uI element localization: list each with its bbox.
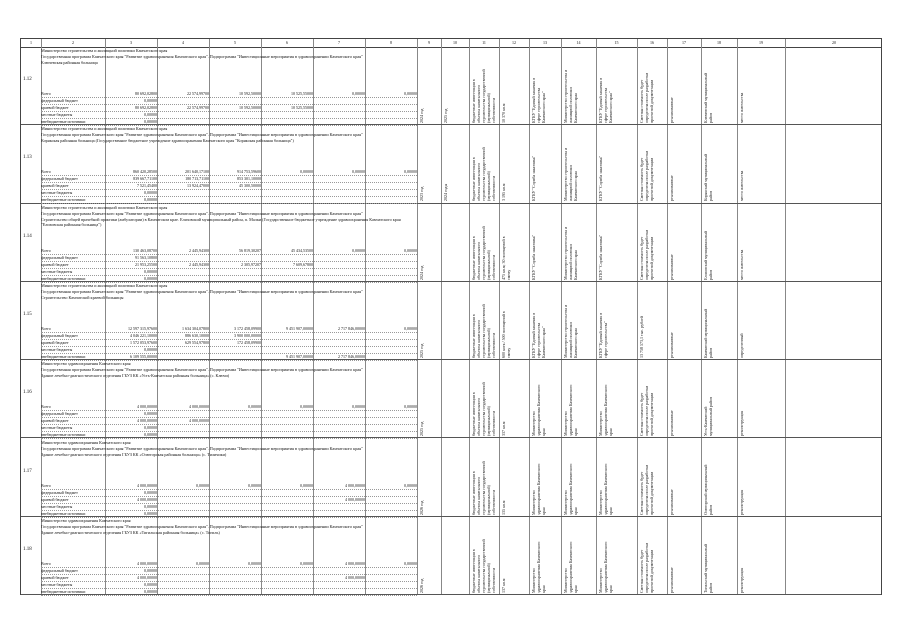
cell-cost: Сметная стоимость будет определена после разработки проектной документации bbox=[639, 229, 654, 280]
cell-grbs: Министерство здравоохранения Камчатского края bbox=[563, 541, 578, 593]
finance-value: 10 525,55000 bbox=[291, 91, 313, 96]
program-label: Государственная программа Камчатского края "Развитие здравоохранения Камчатского края". Подпрограмма "Инвестиционные мероприятия в здравоохранении Камчатского края" bbox=[41, 367, 363, 373]
finance-line-label: местные бюджеты bbox=[41, 425, 73, 431]
cell-note: реконструкция bbox=[739, 489, 744, 515]
finance-line-label: краевой бюджет bbox=[41, 574, 69, 580]
finance-value: 9 451 907,00000 bbox=[286, 353, 313, 359]
cell-grbs: Министерство здравоохранения Камчатского края bbox=[563, 463, 578, 515]
cell-res: реализованные bbox=[669, 253, 674, 280]
finance-value: 0,00000 bbox=[300, 169, 313, 175]
cell-year2 bbox=[443, 539, 467, 593]
program-label: Государственная программа Камчатского края "Развитие здравоохранения Камчатского края". Подпрограмма "Инвестиционные мероприятия в здравоохранении Камчатского края" bbox=[41, 288, 363, 294]
finance-line bbox=[41, 98, 417, 105]
finance-line-label: краевой бюджет bbox=[41, 496, 69, 502]
column-number: 12 bbox=[512, 40, 516, 45]
finance-value: 0,00000 bbox=[144, 588, 157, 594]
program-label: Государственная программа Камчатского края "Развитие здравоохранения Камчатского края". Подпрограмма "Инвестиционные мероприятия в здравоохранении Камчатского края" bbox=[41, 445, 363, 451]
finance-value: 3 900 000,00000 bbox=[234, 332, 261, 338]
finance-line-label: федеральный бюджет bbox=[41, 411, 78, 417]
finance-value: 4 046 221,10000 bbox=[130, 332, 157, 338]
column-number: 20 bbox=[832, 40, 836, 45]
object-name: Строительство общей врачебной практики (амбулатории) в Камчатском крае. Елизовский муниципальный район, п. Малки (Государственное бюджетное учреждение здравоохранения Камчатского края "Елизовская районная больница") bbox=[41, 216, 401, 227]
cell-year2 bbox=[443, 382, 467, 436]
cell-developer: Министерство здравоохранения Камчатского края bbox=[598, 541, 613, 593]
finance-value: 45 434,53500 bbox=[291, 247, 313, 253]
finance-value: 10 592,50000 bbox=[239, 91, 261, 96]
cell-year1: 2025 год bbox=[419, 421, 424, 437]
finance-line bbox=[41, 183, 417, 190]
finance-value: 0,00000 bbox=[196, 482, 209, 488]
cell-customer: Министерство здравоохранения Камчатского края bbox=[531, 463, 546, 515]
finance-value: 0,00000 bbox=[352, 404, 365, 410]
cell-note: реконструкция bbox=[739, 410, 744, 437]
finance-line-label: федеральный бюджет bbox=[41, 176, 78, 182]
finance-lines bbox=[41, 326, 417, 361]
column-number: 3 bbox=[130, 40, 132, 45]
finance-value: 1 634 304,07800 bbox=[182, 325, 209, 331]
finance-line-label: федеральный бюджет bbox=[41, 489, 78, 495]
cell-district: Усть-Камчатский муниципальный район bbox=[703, 397, 713, 437]
row-number: 1.12 bbox=[23, 77, 32, 82]
finance-lines bbox=[41, 248, 417, 283]
finance-value: 4 000,00000 bbox=[137, 404, 157, 410]
finance-line bbox=[41, 497, 417, 504]
finance-value: 22 574,99700 bbox=[187, 91, 209, 96]
ministry-label: Министерство строительства и жилищной политики Камчатского края bbox=[41, 204, 168, 210]
column-number: 18 bbox=[717, 40, 721, 45]
finance-line-label: Всего bbox=[41, 560, 51, 566]
cell-power: 600 коек / 500 посещений в смену bbox=[501, 311, 511, 358]
cell-cost: Сметная стоимость будет определена после разработки проектной документации bbox=[639, 151, 654, 202]
finance-lines bbox=[41, 169, 417, 204]
cell-district: Камчатский муниципальный район bbox=[703, 308, 713, 358]
finance-value: 0,00000 bbox=[248, 404, 261, 410]
finance-line-label: краевой бюджет bbox=[41, 105, 69, 110]
object-name: Здание лечебно-диагностического отделения ГБУЗ КК «Усть-Камчатская районная больница» (с. Ключи) bbox=[41, 373, 230, 379]
finance-value: 0,00000 bbox=[196, 560, 209, 566]
finance-value: 4 000,00000 bbox=[137, 418, 157, 424]
object-name: Ключевская районная больница bbox=[41, 60, 98, 65]
finance-line bbox=[41, 91, 417, 98]
cell-customer: Министерство здравоохранения Камчатского края bbox=[531, 541, 546, 593]
table-row bbox=[21, 517, 881, 595]
cell-cost: Сметная стоимость будет определена после разработки проектной документации bbox=[639, 464, 654, 515]
cell-res: реализованные bbox=[669, 175, 674, 202]
finance-value: 853 301,10000 bbox=[237, 176, 261, 182]
cell-year1: 2026 год bbox=[419, 578, 424, 593]
finance-value: 0,00000 bbox=[404, 169, 417, 175]
finance-value: 0,00000 bbox=[144, 411, 157, 417]
finance-value: 0,00000 bbox=[144, 119, 157, 124]
finance-line bbox=[41, 418, 417, 425]
finance-value: 0,00000 bbox=[404, 325, 417, 331]
finance-value: 0,00000 bbox=[144, 197, 157, 203]
ministry-label: Министерство здравоохранения Камчатского края bbox=[41, 439, 131, 445]
cell-year2 bbox=[443, 226, 467, 280]
row-number: 1.14 bbox=[23, 233, 32, 239]
finance-lines bbox=[41, 404, 417, 439]
object-name: Здание лечебно-диагностического отделения ГБУЗ КК «Олюторская районная больница» (с. Тиличики) bbox=[41, 451, 227, 457]
row-number: 1.17 bbox=[23, 468, 32, 474]
finance-line bbox=[41, 490, 417, 497]
row-number: 1.16 bbox=[23, 390, 32, 396]
table-row bbox=[21, 204, 881, 282]
column-number: 15 bbox=[614, 40, 619, 45]
finance-value: 10 525,55000 bbox=[291, 105, 313, 110]
cell-district: Елизовский муниципальный район bbox=[703, 230, 713, 280]
finance-line bbox=[41, 340, 417, 347]
finance-line bbox=[41, 262, 417, 269]
finance-value: 0,00000 bbox=[404, 247, 417, 253]
finance-line-label: внебюджетные источники bbox=[41, 588, 86, 594]
column-number: 6 bbox=[286, 40, 288, 45]
finance-line bbox=[41, 575, 417, 582]
cell-year2 bbox=[443, 461, 467, 515]
cell-cost: Сметная стоимость будет определена после разработки проектной документации bbox=[639, 72, 654, 123]
ministry-label: Министерство здравоохранения Камчатского края bbox=[41, 517, 131, 523]
finance-line-label: местные бюджеты bbox=[41, 268, 73, 274]
cell-power: 137 кв.м bbox=[501, 578, 506, 593]
finance-value: 2 445,94300 bbox=[189, 247, 209, 253]
column-number: 17 bbox=[682, 40, 686, 45]
object-name: Корякская районная больница (Государственное бюджетное учреждение здравоохранения Камчатского края "Корякская районная больница") bbox=[41, 138, 294, 144]
table-row bbox=[21, 125, 881, 203]
table-row bbox=[21, 360, 881, 438]
finance-line-label: внебюджетные источники bbox=[41, 510, 86, 516]
finance-value: 0,00000 bbox=[404, 560, 417, 566]
cell-developer: КГКУ "Служба заказчика" bbox=[598, 234, 603, 280]
cell-purpose: бюджетные инвестиции в объекты капитального строительства государственной (муниципальной) собственности bbox=[471, 69, 496, 123]
cell-district: Корякский муниципальный район bbox=[703, 154, 713, 202]
finance-value: 9 451 907,00000 bbox=[286, 325, 313, 331]
finance-value: 914 753,59600 bbox=[237, 169, 261, 175]
cell-district: Олюторский муниципальный район bbox=[703, 464, 713, 515]
finance-line bbox=[41, 561, 417, 568]
cell-customer: Министерство здравоохранения Камчатского края bbox=[531, 384, 546, 437]
table-row bbox=[21, 439, 881, 517]
cell-developer: Министерство здравоохранения Камчатского края bbox=[598, 384, 613, 437]
cell-purpose: бюджетные инвестиции в объекты капитального строительства государственной (муниципальной) собственности bbox=[471, 460, 496, 515]
ministry-label: Министерство здравоохранения Камчатского края bbox=[41, 361, 131, 367]
object-name: Строительство Камчатской краевой больницы bbox=[41, 294, 124, 300]
finance-value: 0,00000 bbox=[352, 169, 365, 175]
finance-value: 0,00000 bbox=[144, 425, 157, 431]
finance-line-label: местные бюджеты bbox=[41, 346, 73, 352]
finance-line bbox=[41, 568, 417, 575]
finance-line-label: Всего bbox=[41, 91, 51, 96]
column-number: 5 bbox=[234, 40, 236, 45]
row-number: 1.13 bbox=[23, 155, 32, 161]
column-number: 2 bbox=[72, 40, 74, 45]
finance-line-label: федеральный бюджет bbox=[41, 332, 78, 338]
finance-value: 886 630,10000 bbox=[185, 332, 209, 338]
finance-value: 0,00000 bbox=[144, 489, 157, 495]
finance-line-label: Всего bbox=[41, 169, 51, 175]
finance-line-label: федеральный бюджет bbox=[41, 567, 78, 573]
finance-value: 4 000,00000 bbox=[345, 482, 365, 488]
finance-value: 3 172 458,09900 bbox=[234, 325, 261, 331]
cell-purpose: бюджетные инвестиции в объекты капитального строительства государственной (муниципальной) собственности bbox=[471, 225, 496, 280]
finance-value: 4 000,00000 bbox=[137, 560, 157, 566]
finance-line bbox=[41, 176, 417, 183]
finance-line-label: внебюджетные источники bbox=[41, 432, 86, 438]
cell-grbs: Министерство строительства и жилищной политики Камчатского края bbox=[563, 70, 578, 123]
finance-line-label: краевой бюджет bbox=[41, 418, 69, 424]
finance-line-label: краевой бюджет bbox=[41, 339, 69, 345]
program-label: Государственная программа Камчатского края "Развитие здравоохранения Камчатского края". Подпрограмма "Инвестиционные мероприятия в здравоохранении Камчатского края" bbox=[41, 210, 363, 216]
finance-value: 4 000,00000 bbox=[189, 404, 209, 410]
finance-value: 0,00000 bbox=[144, 503, 157, 509]
column-number: 19 bbox=[759, 40, 763, 45]
finance-value: 0,00000 bbox=[300, 560, 313, 566]
row-number: 1.18 bbox=[23, 546, 32, 552]
finance-value: 12 597 315,97600 bbox=[128, 325, 157, 331]
finance-value: 21 953,25500 bbox=[135, 261, 157, 267]
finance-value: 0,00000 bbox=[248, 560, 261, 566]
finance-value: 0,00000 bbox=[300, 482, 313, 488]
cell-customer: КГКУ "Служба заказчика" bbox=[531, 156, 536, 202]
cell-year1: 2026 год bbox=[419, 500, 424, 515]
finance-line-label: федеральный бюджет bbox=[41, 98, 78, 103]
finance-lines bbox=[41, 483, 417, 518]
column-number: 8 bbox=[390, 40, 392, 45]
finance-line bbox=[41, 105, 417, 112]
cell-note: место жительства bbox=[739, 171, 744, 202]
program-label: Государственная программа Камчатского края "Развитие здравоохранения Камчатского края". Подпрограмма "Инвестиционные мероприятия в здравоохранении Камчатского края" bbox=[41, 132, 363, 138]
finance-line-label: местные бюджеты bbox=[41, 581, 73, 587]
finance-value: 0,00000 bbox=[144, 98, 157, 103]
finance-value: 0,00000 bbox=[404, 482, 417, 488]
finance-value: 22 574,99700 bbox=[187, 105, 209, 110]
cell-grbs: Министерство строительства и жилищной политики Камчатского края bbox=[563, 148, 578, 202]
ministry-label: Министерство строительства и жилищной политики Камчатского края bbox=[41, 282, 168, 288]
cell-year2: 2025 год bbox=[443, 108, 448, 123]
finance-line-label: федеральный бюджет bbox=[41, 254, 78, 260]
finance-value: 0,00000 bbox=[404, 91, 417, 96]
finance-value: 172 458,09900 bbox=[237, 339, 261, 345]
cell-res: реализованные bbox=[669, 332, 674, 358]
cell-power: 3 195 кв.м bbox=[501, 183, 506, 202]
cell-note: реконструкция bbox=[739, 567, 744, 593]
finance-line-label: внебюджетные источники bbox=[41, 275, 86, 281]
finance-value: 0,00000 bbox=[352, 247, 365, 253]
finance-value: 4 000,00000 bbox=[189, 418, 209, 424]
finance-value: 0,00000 bbox=[248, 482, 261, 488]
finance-value: 0,00000 bbox=[144, 581, 157, 587]
finance-value: 80 692,02800 bbox=[135, 105, 157, 110]
finance-value: 91 563,10800 bbox=[135, 254, 157, 260]
cell-power: 135 кв.м bbox=[501, 500, 506, 515]
cell-developer: Министерство здравоохранения Камчатского края bbox=[598, 463, 613, 515]
cell-customer: КГКУ "Служба заказчика" bbox=[531, 234, 536, 280]
finance-value: 4 000,00000 bbox=[345, 574, 365, 580]
finance-value: 7 521,45400 bbox=[137, 183, 157, 189]
finance-line-label: краевой бюджет bbox=[41, 183, 69, 189]
cell-res: реализованные bbox=[669, 567, 674, 593]
cell-year2 bbox=[443, 304, 467, 358]
finance-line-label: внебюджетные источники bbox=[41, 197, 86, 203]
cell-developer: КГКУ "Единый заказчик в сфере строительства Камчатского края" bbox=[598, 77, 613, 123]
cell-note: место жительства bbox=[739, 92, 744, 123]
finance-line-label: Всего bbox=[41, 482, 51, 488]
cell-customer: КГКУ "Единый заказчик в сфере строительства Камчатского края" bbox=[531, 77, 546, 123]
finance-line bbox=[41, 190, 417, 197]
cell-res: реализованные bbox=[669, 488, 674, 515]
cell-year1: 2023 год bbox=[419, 186, 424, 202]
finance-value: 6 109 555,00000 bbox=[130, 353, 157, 359]
finance-value: 130 463,08700 bbox=[133, 247, 157, 253]
investment-table bbox=[20, 38, 882, 595]
cell-res: реализованные bbox=[669, 410, 674, 437]
column-number: 7 bbox=[338, 40, 340, 45]
finance-lines bbox=[41, 91, 417, 126]
cell-grbs: Министерство строительства и жилищной политики Камчатского края bbox=[563, 226, 578, 280]
finance-value: 839 667,71100 bbox=[133, 176, 157, 182]
finance-value: 80 692,02800 bbox=[135, 91, 157, 96]
finance-line-label: местные бюджеты bbox=[41, 112, 73, 117]
column-number: 9 bbox=[428, 40, 430, 45]
finance-line bbox=[41, 411, 417, 418]
finance-value: 0,00000 bbox=[144, 275, 157, 281]
column-number: 16 bbox=[650, 40, 654, 45]
finance-value: 4 000,00000 bbox=[137, 482, 157, 488]
cell-res: реализованные bbox=[669, 97, 674, 123]
finance-value: 0,00000 bbox=[404, 404, 417, 410]
finance-line bbox=[41, 269, 417, 276]
finance-value: 4 000,00000 bbox=[345, 496, 365, 502]
finance-value: 1 572 053,97600 bbox=[130, 339, 157, 345]
cell-note: место жительства bbox=[739, 249, 744, 280]
cell-purpose: бюджетные инвестиции в объекты капитального строительства государственной (муниципальной) собственности bbox=[471, 382, 496, 437]
finance-value: 0,00000 bbox=[144, 510, 157, 516]
cell-district: Тигильский муниципальный район bbox=[703, 543, 713, 593]
finance-value: 2 445,94300 bbox=[189, 261, 209, 267]
finance-value: 13 924,47000 bbox=[187, 183, 209, 189]
cell-year2: 2024 годы bbox=[443, 184, 448, 202]
ministry-label: Министерство строительства и жилищной политики Камчатского края bbox=[41, 126, 168, 132]
finance-line bbox=[41, 425, 417, 432]
finance-lines bbox=[41, 561, 417, 596]
cell-power: 475 кв.м; 30 посещений в смену bbox=[501, 236, 511, 280]
finance-line-label: местные бюджеты bbox=[41, 190, 73, 196]
finance-line bbox=[41, 255, 417, 262]
finance-value: 180 713,71100 bbox=[185, 176, 209, 182]
cell-purpose: бюджетные инвестиции в объекты капитального строительства государственной (муниципальной) собственности bbox=[471, 147, 496, 202]
table-row bbox=[21, 47, 881, 125]
finance-line-label: Всего bbox=[41, 247, 51, 253]
cell-year1: 2024 год bbox=[419, 108, 424, 123]
finance-line bbox=[41, 347, 417, 354]
column-number: 10 bbox=[453, 40, 457, 45]
finance-value: 0,00000 bbox=[144, 432, 157, 438]
finance-value: 0,00000 bbox=[144, 268, 157, 274]
cell-purpose: бюджетные инвестиции в объекты капитального строительства государственной (муниципальной) собственности bbox=[471, 539, 496, 593]
cell-purpose: бюджетные инвестиции в объекты капитального строительства государственной (муниципальной) собственности bbox=[471, 304, 496, 358]
cell-cost: Сметная стоимость будет определена после разработки проектной документации bbox=[639, 386, 654, 437]
cell-cost: 13 758 573,1 тыс. рублей bbox=[639, 315, 644, 358]
column-number: 4 bbox=[182, 40, 184, 45]
finance-value: 45 300,50000 bbox=[239, 183, 261, 189]
finance-value: 0,00000 bbox=[300, 404, 313, 410]
object-name: Здание лечебно-диагностического отделения ГБУЗ КК «Тигильская районная больница» (с. Тигиль) bbox=[41, 529, 220, 535]
row-number: 1.15 bbox=[23, 311, 32, 317]
finance-value: 4 000,00000 bbox=[345, 560, 365, 566]
finance-line bbox=[41, 504, 417, 511]
finance-line-label: внебюджетные источники bbox=[41, 353, 86, 359]
cell-note: определенный bbox=[739, 333, 744, 358]
finance-value: 201 640,17100 bbox=[185, 169, 209, 175]
cell-district: Ключевский муниципальный район bbox=[703, 73, 713, 123]
finance-line bbox=[41, 483, 417, 490]
cell-customer: КГКУ "Единый заказчик в сфере строительства Камчатского края" bbox=[531, 312, 546, 358]
finance-value: 56 819,30207 bbox=[239, 247, 261, 253]
finance-value: 2 717 846,00000 bbox=[338, 325, 365, 331]
column-number: 14 bbox=[576, 40, 581, 45]
cell-developer: КГКУ "Единый заказчик в сфере строительства" bbox=[598, 312, 608, 358]
program-label: Государственная программа Камчатского края "Развитие здравоохранения Камчатского края". Подпрограмма "Инвестиционные мероприятия в здравоохранении Камчатского края" bbox=[41, 54, 363, 59]
finance-line-label: краевой бюджет bbox=[41, 261, 69, 267]
finance-line bbox=[41, 589, 417, 596]
ministry-label: Министерство строительства и жилищной политики Камчатского края bbox=[41, 48, 168, 53]
finance-line bbox=[41, 404, 417, 411]
finance-line-label: местные бюджеты bbox=[41, 503, 73, 509]
finance-value: 7 609,67800 bbox=[293, 261, 313, 267]
finance-value: 2 717 846,00000 bbox=[338, 353, 365, 359]
finance-line-label: Всего bbox=[41, 325, 51, 331]
finance-line bbox=[41, 169, 417, 176]
program-label: Государственная программа Камчатского края "Развитие здравоохранения Камчатского края". Подпрограмма "Инвестиционные мероприятия в здравоохранении Камчатского края" bbox=[41, 523, 363, 529]
finance-value: 4 000,00000 bbox=[137, 574, 157, 580]
finance-line bbox=[41, 333, 417, 340]
cell-developer: КГКУ "Служба заказчика" bbox=[598, 156, 603, 202]
finance-line bbox=[41, 112, 417, 119]
column-number: 13 bbox=[543, 40, 547, 45]
finance-value: 0,00000 bbox=[144, 112, 157, 117]
finance-value: 0,00000 bbox=[352, 91, 365, 96]
finance-value: 0,00000 bbox=[144, 567, 157, 573]
finance-value: 0,00000 bbox=[144, 190, 157, 196]
cell-power: 337 кв.м bbox=[501, 421, 506, 437]
table-row bbox=[21, 282, 881, 360]
cell-year1: 2024 год bbox=[419, 265, 424, 280]
finance-line-label: Всего bbox=[41, 404, 51, 410]
finance-value: 4 000,00000 bbox=[137, 496, 157, 502]
finance-value: 2 305,97207 bbox=[241, 261, 261, 267]
finance-line-label: внебюджетные источники bbox=[41, 119, 86, 124]
column-number: 11 bbox=[482, 40, 486, 45]
cell-power: 10 370 кв.м bbox=[501, 103, 506, 123]
finance-value: 10 592,50000 bbox=[239, 105, 261, 110]
finance-value: 860 420,28500 bbox=[133, 169, 157, 175]
cell-cost: Сметная стоимость будет определена после разработки проектной документации bbox=[639, 542, 654, 593]
finance-line bbox=[41, 326, 417, 333]
cell-year1: 2025 год bbox=[419, 343, 424, 358]
finance-line bbox=[41, 582, 417, 589]
cell-grbs: Министерство здравоохранения Камчатского края bbox=[563, 384, 578, 437]
finance-line bbox=[41, 248, 417, 255]
cell-grbs: Министерство строительства и жилищной политики Камчатского края bbox=[563, 304, 578, 358]
finance-value: 0,00000 bbox=[144, 346, 157, 352]
finance-value: 629 554,97800 bbox=[185, 339, 209, 345]
column-number: 1 bbox=[30, 40, 32, 45]
